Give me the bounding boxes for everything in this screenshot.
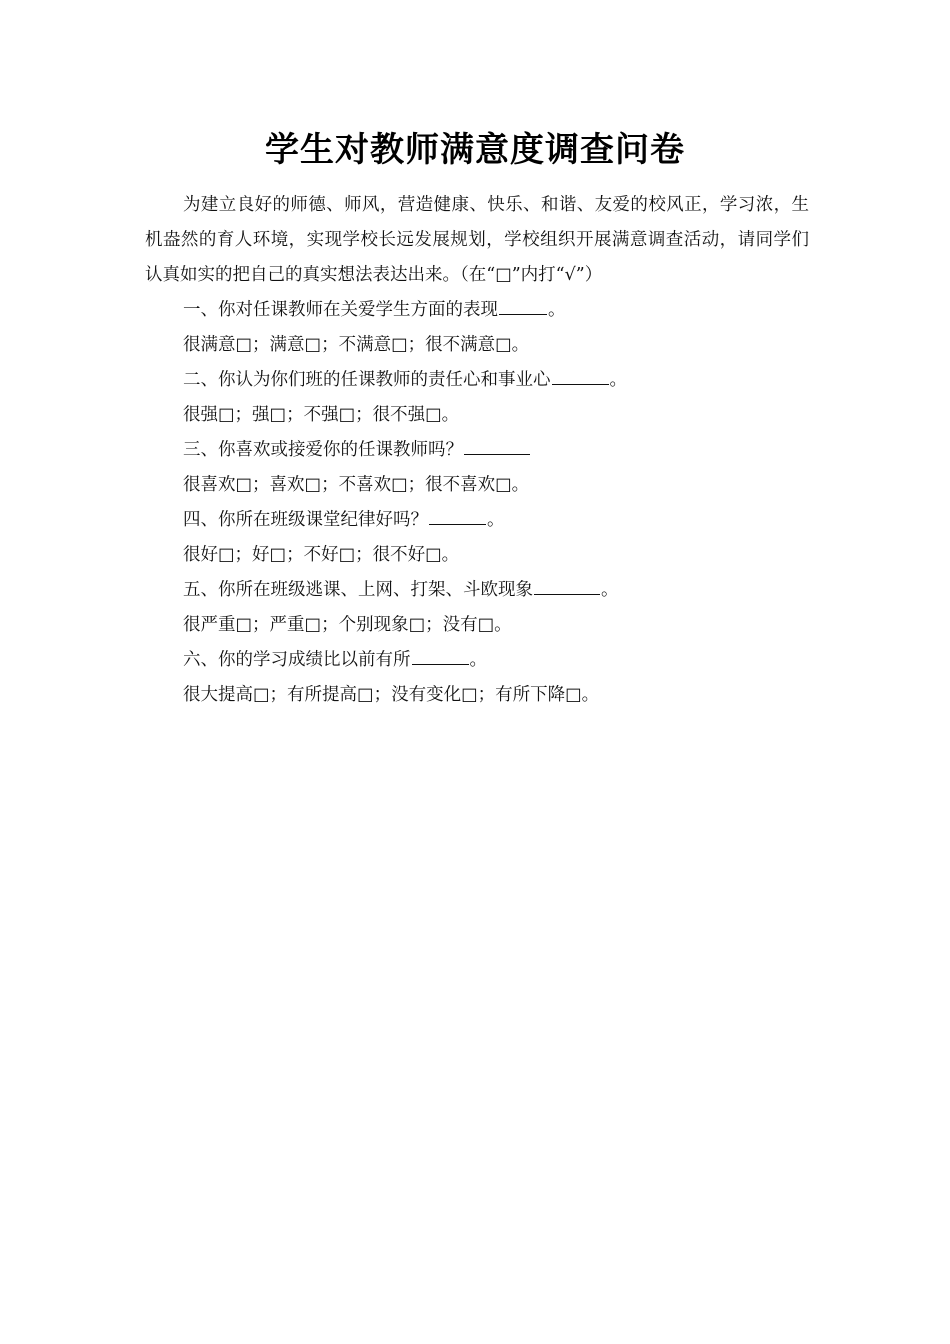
question-2-text: 二、你认为你们班的任课教师的责任心和事业心 — [183, 370, 551, 390]
question-5-options: 很严重□；严重□；个别现象□；没有□。 — [183, 615, 512, 635]
question-1-end: 。 — [548, 300, 566, 320]
answer-blank-1 — [499, 294, 547, 315]
question-5-prompt — [183, 573, 823, 608]
question-6-text: 六、你的学习成绩比以前有所 — [183, 650, 411, 670]
question-5-end: 。 — [601, 580, 619, 600]
answer-blank-2 — [552, 364, 609, 385]
question-5-text: 五、你所在班级逃课、上网、打架、斗欧现象 — [183, 580, 533, 600]
answer-blank-5 — [534, 574, 600, 595]
question-6-options: 很大提高□；有所提高□；没有变化□；有所下降□。 — [183, 685, 600, 705]
answer-blank-3 — [464, 434, 530, 455]
question-3-prompt — [183, 433, 823, 468]
question-4-text: 四、你所在班级课堂纪律好吗？ — [183, 510, 428, 530]
question-6-end: 。 — [469, 650, 487, 670]
answer-blank-6 — [412, 644, 469, 665]
question-3-text: 三、你喜欢或接爱你的任课教师吗？ — [183, 440, 463, 460]
document-title: 学生对教师满意度调查问卷 — [265, 130, 685, 170]
question-1-text: 一、你对任课教师在关爱学生方面的表现 — [183, 300, 498, 320]
question-4-prompt — [183, 503, 823, 538]
question-6-prompt — [183, 643, 823, 678]
answer-blank-4 — [429, 504, 486, 525]
question-list — [183, 293, 823, 713]
question-2-end: 。 — [609, 370, 627, 390]
question-4-options: 很好□；好□；不好□；很不好□。 — [183, 545, 460, 565]
question-2-options: 很强□；强□；不强□；很不强□。 — [183, 405, 460, 425]
question-1-options: 很满意□；满意□；不满意□；很不满意□。 — [183, 335, 530, 355]
question-2-prompt — [183, 363, 823, 398]
question-1-prompt — [183, 293, 823, 328]
question-3-options: 很喜欢□；喜欢□；不喜欢□；很不喜欢□。 — [183, 475, 530, 495]
intro-paragraph: 为建立良好的师德、师风，营造健康、快乐、和谐、友爱的校风正，学习浓，生机盎然的育人环境，实现学校长远发展规划，学校组织开展满意调查活动，请同学们认真如实的把自己的真实想法表达出来。（在“□”内打“√”） — [145, 195, 809, 285]
question-4-end: 。 — [487, 510, 505, 530]
